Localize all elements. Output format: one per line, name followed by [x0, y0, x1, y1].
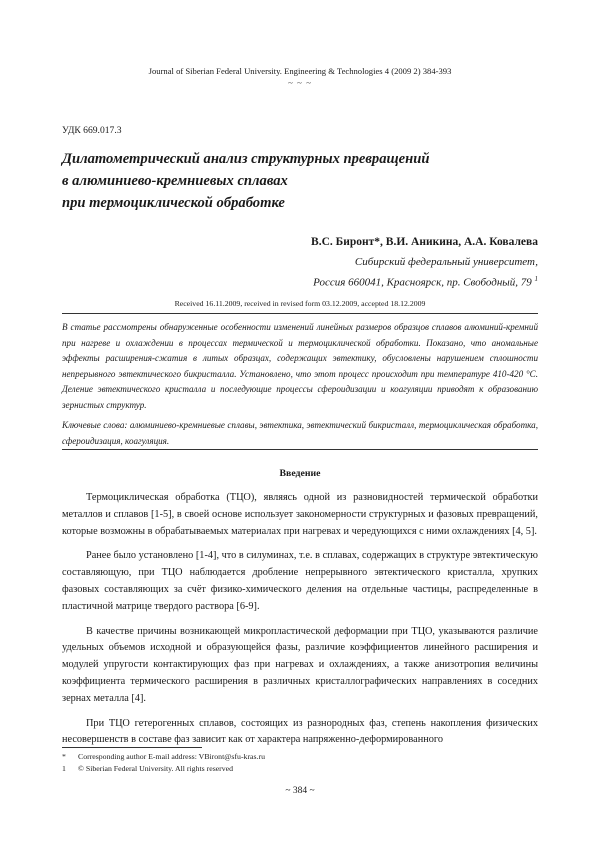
- journal-header: Journal of Siberian Federal University. Engineering & Technologies 4 (2009 2) 384-393: [148, 66, 452, 76]
- header-ornament: ~ ~ ~: [287, 78, 313, 88]
- footnote: [62, 751, 265, 763]
- received-dates: Received 16.11.2009, received in revised form 03.12.2009, accepted 18.12.2009: [174, 299, 426, 308]
- footnote-mark: *: [62, 752, 66, 761]
- affiliation: [313, 254, 538, 292]
- affiliation-address: [313, 271, 538, 292]
- footnote: [62, 763, 265, 775]
- abstract-bottom-rule: [62, 449, 538, 450]
- paragraph: Ранее было установлено [1-4], что в силуминах, т.е. в сплавах, содержащих в структуре эвтектическую составляющую, при ТЦО наблюдается дробление непрерывного эвтектического кристалла, хрупких фазовых составляющих за счёт физико-химического деления на отдельные частицы, распределенные в пластичной матрице твердого раствора [6-9].: [62, 550, 538, 612]
- authors: В.С. Биронт*, В.И. Аникина, А.А. Ковалева: [311, 236, 538, 248]
- footnote-rule: [62, 747, 202, 748]
- article-title: [62, 148, 542, 214]
- section-title: Введение: [279, 468, 321, 479]
- affiliation-footnote-mark: 1: [534, 275, 538, 283]
- keywords: Ключевые слова: алюминиево-кремниевые сплавы, эвтектика, эвтектический бикристалл, термоциклическая обработка, сфероидизация, коагуляция.: [62, 420, 538, 446]
- paragraph: Термоциклическая обработка (ТЦО), являясь одной из разновидностей термической обработки металлов и сплавов [1-5], в своей основе использует закономерности структурных и фазовых превращений, которые возможны в обрабатываемых материалах при нагревах и чередующихся с ними охлаждениях [4, 5].: [62, 492, 538, 537]
- title-line: Дилатометрический анализ структурных превращений: [62, 151, 430, 167]
- footnote-text: Corresponding author E-mail address: VBiront@sfu-kras.ru: [78, 752, 265, 761]
- udk-code: УДК 669.017.3: [62, 125, 122, 136]
- abstract: В статье рассмотрены обнаруженные особенности изменений линейных размеров образцов сплавов алюминий-кремний при нагреве и охлаждении в процессах термической и термоциклической обработки. Показано, что аномальные эффекты расширения-сжатия в литых образцах, содержащих эвтектику, обусловлены нарушением сплошности непрерывного эвтектического бикристалла. Установлено, что этот процесс происходит при температуре 410-420 °С. Деление эвтектического кристалла и последующие процессы сфероидизации и коагуляции приводят к образованию зернистых структур.: [62, 322, 538, 410]
- title-line: при термоциклической обработке: [62, 195, 285, 211]
- abstract-top-rule: [62, 313, 538, 314]
- affiliation-university: Сибирский федеральный университет,: [354, 256, 538, 268]
- body-text: [62, 490, 538, 757]
- footnote-text: © Siberian Federal University. All rights reserved: [78, 763, 234, 773]
- footnotes: [62, 751, 265, 774]
- footnote-mark: 1: [62, 763, 66, 773]
- affiliation-address-text: Россия 660041, Красноярск, пр. Свободный, 79: [313, 276, 532, 289]
- title-line: в алюминиево-кремниевых сплавах: [62, 173, 288, 189]
- paragraph: В качестве причины возникающей микропластической деформации при ТЦО, указываются различие удельных объемов исходной и образующейся фазы, различие коэффициентов линейного расширения и модулей упругости контактирующих фаз при нагревах и охлаждениях, а также анизотропия величины коэффициента термического расширения в различных кристаллографических направлениях в соседних зернах металла [4].: [62, 625, 538, 704]
- paragraph: При ТЦО гетерогенных сплавов, состоящих из разнородных фаз, степень накопления физических несовершенств в составе фаз зависит как от характера напряженно-деформированного: [62, 717, 538, 746]
- page-number: ~ 384 ~: [285, 786, 315, 796]
